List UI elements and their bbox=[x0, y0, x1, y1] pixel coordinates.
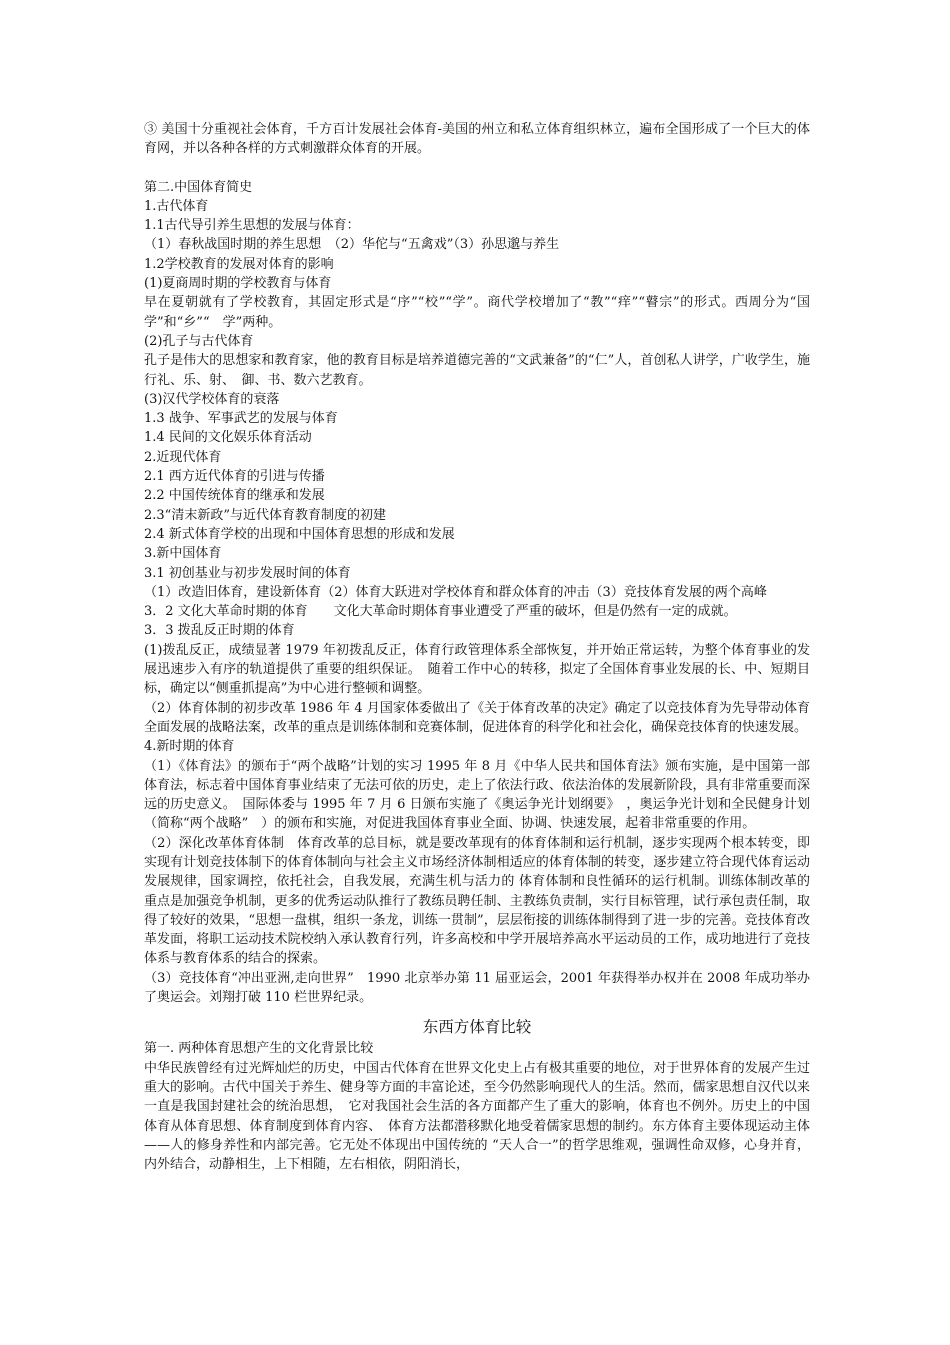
paragraph: 中华民族曾经有过光辉灿烂的历史，中国古代体育在世界文化史上占有极其重要的地位，对于世界体育的发展产生过重大的影响。古代中国关于养生、健身等方面的丰富论述，至今仍然影响现代人的生活。然而，儒家思想自汉代以来一直是我国封建社会的统治思想， 它对我国社会生活的各方面都产生了重大的影响，体育也不例外。历史上的中国体育从体育思想、体育制度到体育内容、 体育方法都潜移默化地受着儒家思想的制约。东方体育主要体现运动主体——人的修身养性和内部完善。它无处不体现出中国传统的 “天人合一”的哲学思维观，强调性命双修，心身并育，内外结合，动静相生，上下相随，左右相依，阴阳消长， bbox=[144, 1060, 810, 1173]
section-heading: 第一. 两种体育思想产生的文化背景比较 bbox=[144, 1041, 374, 1057]
subheading: 2.1 西方近代体育的引进与传播 bbox=[144, 469, 325, 485]
paragraph: ③ 美国十分重视社会体育，千方百计发展社会体育-美国的州立和私立体育组织林立，遍布全国形成了一个巨大的体育网，并以各种各样的方式刺激群众体育的开展。 bbox=[144, 122, 810, 157]
document-page bbox=[144, 120, 810, 1174]
subheading: 2.3“清末新政”与近代体育教育制度的初建 bbox=[144, 507, 386, 523]
paragraph: （2）体育体制的初步改革 1986 年 4 月国家体委做出了《关于体育改革的决定》确定了以竞技体育为先导带动体育全面发展的战略法案，改革的重点是训练体制和竞赛体制，促进体育的科学化和社会化，确保竞技体育的快速发展。 bbox=[144, 700, 810, 735]
subheading: (2)孔子与古代体育 bbox=[144, 333, 254, 349]
subheading: 2.近现代体育 bbox=[144, 449, 222, 465]
paragraph: （2）深化改革体育体制 体育改革的总目标，就是要改革现有的体育体制和运行机制，逐步实现两个根本转变，即实现有计划竞技体制下的体育体制向与社会主义市场经济体制相适应的体育体制的转变，逐步建立符合现代体育运动发展规律，国家调控，依托社会，自我发展，充满生机与活力的 体育体制和良性循环的运行机制。训练体制改革的重点是加强竞争机制，更多的优秀运动队推行了教练员聘任制、主教练负责制，实行目标管理，试行承包责任制，取得了较好的效果，“思想一盘棋，组织一条龙，训练一贯制”，层层衔接的训练体制得到了进一步的完善。竞技体育改革发面，将职工运动技术院校纳入承认教育行列，许多高校和中学开展培养高水平运动员的工作，成功地进行了竞技体系与教育体系的结合的探索。 bbox=[144, 835, 810, 967]
subheading: 1.4 民间的文化娱乐体育活动 bbox=[144, 430, 312, 446]
subheading: 2.2 中国传统体育的继承和发展 bbox=[144, 488, 325, 504]
subheading: 3.1 初创基业与初步发展时间的体育 bbox=[144, 565, 351, 581]
paragraph: (1)拨乱反正，成绩显著 1979 年初拨乱反正，体育行政管理体系全部恢复，并开始正常运转，为整个体育事业的发展迅速步入有序的轨道提供了重要的组织保证。 随着工作中心的转移，拟定了全国体育事业发展的长、中、短期目标，确定以“侧重抓提高”为中心进行整顿和调整。 bbox=[144, 642, 810, 697]
blank-line bbox=[144, 159, 810, 178]
subheading: 3．3 拨乱反正时期的体育 bbox=[144, 623, 295, 639]
subheading: (1)夏商周时期的学校教育与体育 bbox=[144, 276, 332, 292]
section-heading: 第二.中国体育简史 bbox=[144, 179, 253, 195]
paragraph: （1）改造旧体育，建设新体育（2）体育大跃进对学校体育和群众体育的冲击（3）竞技体育发展的两个高峰 bbox=[144, 584, 767, 600]
paragraph: （1）春秋战国时期的养生思想 （2）华佗与“五禽戏”（3）孙思邈与养生 bbox=[144, 237, 560, 253]
paragraph: 3．2 文化大革命时期的体育 文化大革命时期体育事业遭受了严重的破坏，但是仍然有一定的成就。 bbox=[144, 604, 737, 620]
paragraph: （3）竞技体育“冲出亚洲,走向世界” 1990 北京举办第 11 届亚运会，2001 年获得举办权并在 2008 年成功举办了奥运会。刘翔打破 110 栏世界纪录。 bbox=[144, 970, 810, 1006]
subheading: 1.2学校教育的发展对体育的影响 bbox=[144, 256, 334, 272]
subheading: 3.新中国体育 bbox=[144, 546, 222, 562]
subheading: 2.4 新式体育学校的出现和中国体育思想的形成和发展 bbox=[144, 526, 455, 542]
paragraph: （1）《体育法》的颁布于“两个战略”计划的实习 1995 年 8 月《中华人民共和国体育法》颁布实施，是中国第一部体育法，标志着中国体育事业结束了无法可依的历史，走上了依法行政、依法治体的发展新阶段，具有非常重要而深远的历史意义。 国际体委与 1995 年 7 月 6 日颁布实施了《奥运争光计划纲要》 ，奥运争光计划和全民健身计划（简称“两个战略” ）的颁布和实施，对促进我国体育事业全面、协调、快速发展，起着非常重要的作用。 bbox=[144, 758, 810, 832]
document-title: 东西方体育比较 bbox=[422, 1018, 532, 1037]
subheading: 1.3 战争、军事武艺的发展与体育 bbox=[144, 411, 338, 427]
subheading: 4.新时期的体育 bbox=[144, 739, 235, 755]
subheading: 1.古代体育 bbox=[144, 198, 209, 214]
paragraph: 孔子是伟大的思想家和教育家，他的教育目标是培养道德完善的“文武兼备”的“仁”人，首创私人讲学，广收学生，施行礼、乐、射、 御、书、数六艺教育。 bbox=[144, 353, 810, 388]
paragraph: 早在夏朝就有了学校教育，其固定形式是“序”“校”“学”。商代学校增加了“教”“痒”“瞽宗”的形式。西周分为“国学”和“乡”“ 学”两种。 bbox=[144, 295, 810, 330]
subheading: 1.1古代导引养生思想的发展与体育： bbox=[144, 218, 360, 234]
subheading: (3)汉代学校体育的衰落 bbox=[144, 391, 280, 407]
